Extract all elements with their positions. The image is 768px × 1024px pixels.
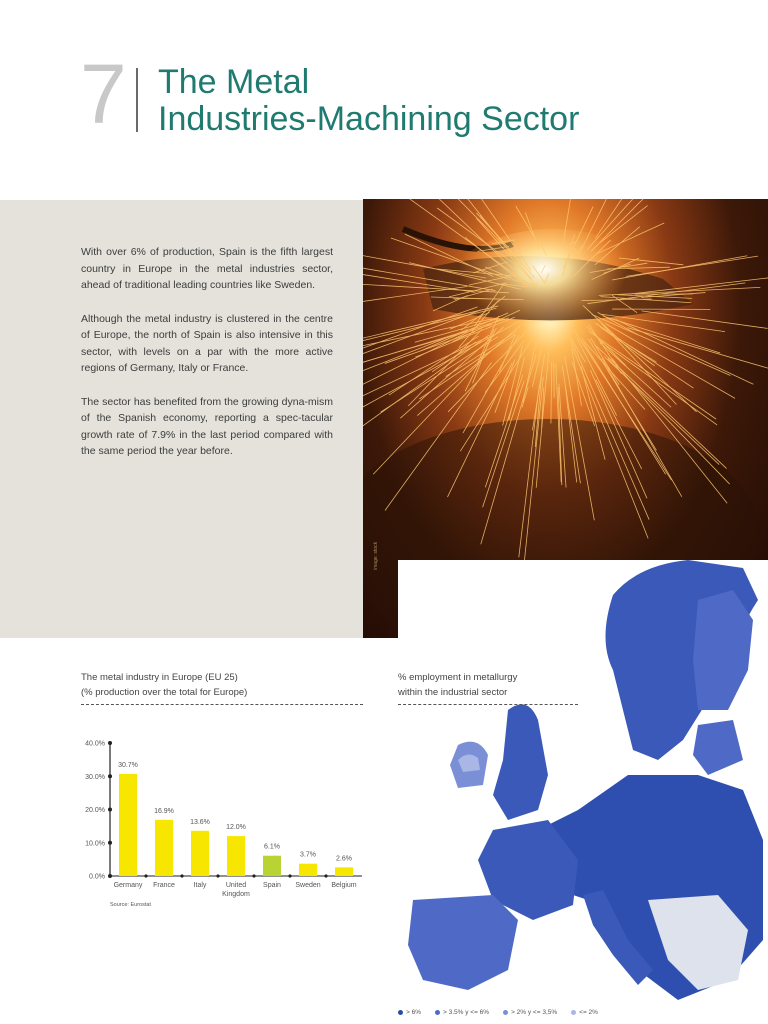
chapter-number: 7 [80,47,127,141]
legend-label: > 3.5% y <= 6% [443,1009,490,1016]
y-tick-label: 30.0% [85,773,105,781]
chart-source: Source: Eurostat [110,902,151,908]
bar-belgium [335,867,353,876]
y-tick-label: 20.0% [85,807,105,814]
intro-paragraph-2: Although the metal industry is clustered in the centre of Europe, the north of Spain is also intensive in this sector, with levels on a par with the more active regions of Germany, Italy or France. [81,312,333,374]
x-tick-dot [324,874,327,877]
legend-label: <= 2% [579,1009,598,1016]
map-caption-divider [398,704,578,705]
y-tick-label: 10.0% [85,840,105,848]
category-label: Italy [193,882,207,889]
intro-text [81,244,333,477]
y-tick-dot [108,808,112,812]
chart-caption-line-2: (% production over the total for Europe) [81,687,248,698]
category-label: Kingdom [222,891,250,898]
value-label: 12.0% [226,824,246,832]
y-tick-label: 0.0% [89,873,105,881]
map-caption [398,670,521,700]
category-label: France [153,882,175,889]
bar-italy [191,831,209,876]
legend-dot [503,1010,508,1015]
chart-caption-line-1: The metal industry in Europe (EU 25) [81,672,238,683]
bar-spain [263,856,281,876]
map-caption-line-2: within the industrial sector [398,687,508,698]
y-tick-dot [108,874,112,878]
value-label: 3.7% [300,851,316,859]
map-caption-line-1: % employment in metallurgy [398,672,518,683]
spark-streak [599,340,718,425]
value-label: 16.9% [154,807,174,815]
bar-germany [119,774,137,876]
legend-label: > 2% y <= 3,5% [511,1009,558,1016]
bar-united-kingdom [227,836,245,876]
chart-caption [81,670,247,700]
europe-map [398,560,768,1005]
photo-credit: image: stock [373,541,379,570]
spark-streak [522,387,528,408]
y-tick-dot [108,774,112,778]
x-tick-dot [252,874,255,877]
legend-dot [571,1010,576,1015]
chart-divider [81,704,363,705]
y-tick-dot [108,841,112,845]
legend-item [503,1009,557,1016]
value-label: 2.6% [336,855,352,863]
bar-chart [78,733,368,903]
legend-dot [398,1010,403,1015]
x-tick-dot [288,874,291,877]
category-label: Germany [113,882,143,889]
x-tick-dot [180,874,183,877]
category-label: Sweden [295,882,321,889]
legend-item [398,1009,421,1016]
spark-streak [600,206,648,243]
intro-paragraph-3: The sector has benefited from the growing dyna-mism of the Spanish economy, reporting a spec-tacular growth rate of 7.9% in the last period compared with the same period the year before. [81,395,333,457]
y-tick-dot [108,741,112,745]
category-label: United [225,882,247,889]
legend-label: > 6% [406,1009,421,1016]
legend-dot [435,1010,440,1015]
value-label: 6.1% [264,843,280,851]
legend-item [435,1009,489,1016]
value-label: 30.7% [118,761,138,769]
legend-item [571,1009,598,1016]
x-tick-dot [216,874,219,877]
title-divider [136,68,138,132]
bar-france [155,820,173,876]
y-tick-label: 40.0% [85,740,105,748]
title-line-1: The Metal [158,63,310,101]
map-legend [398,1009,598,1016]
category-label: Belgium [331,882,357,889]
category-label: Spain [263,882,281,889]
bar-sweden [299,864,317,876]
page-title [158,64,579,138]
x-tick-dot [144,874,147,877]
value-label: 13.6% [190,818,210,826]
title-line-2: Industries-Machining Sector [158,100,580,138]
intro-paragraph-1: With over 6% of production, Spain is the fifth largest country in Europe in the metal industries sector, ahead of traditional leading countries like Sweden. [81,246,333,291]
